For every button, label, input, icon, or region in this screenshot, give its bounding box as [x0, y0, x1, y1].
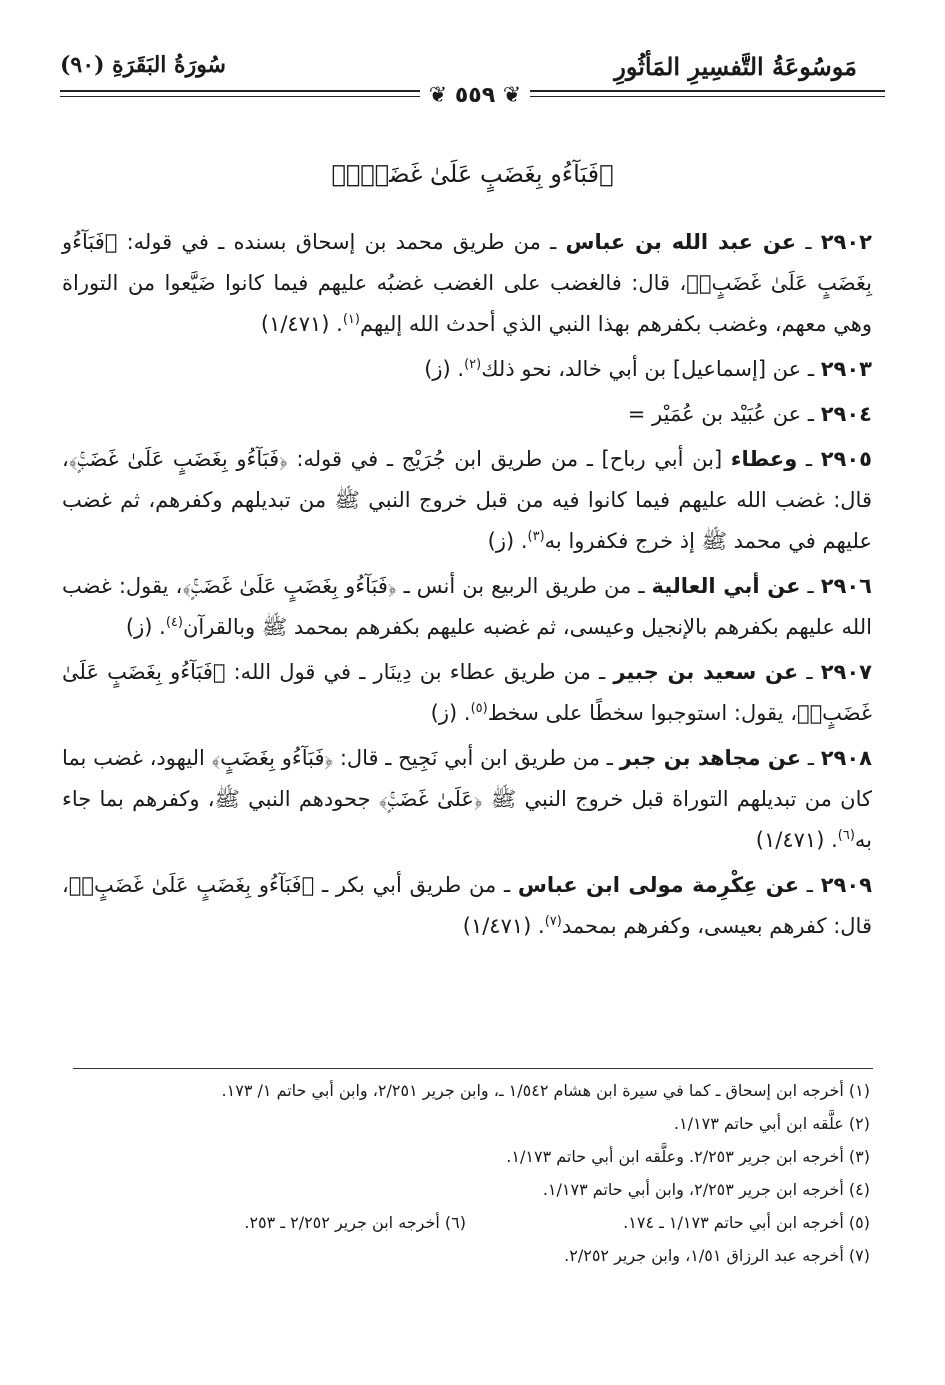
- narrator: وعطاء: [730, 447, 798, 471]
- footnote-ref[interactable]: (٥): [470, 701, 488, 716]
- narration-number: ٢٩٠٢: [820, 230, 872, 254]
- narration-ref: . (١/٤٧١): [260, 312, 343, 336]
- narration-entry: [62, 394, 872, 435]
- ornament-right-icon: ❦: [428, 83, 455, 108]
- narrator: عن أبي العالية: [651, 574, 801, 598]
- narration-ref: . (ز): [430, 701, 471, 725]
- narration-text: ـ من طريق أبي بكر ـ ﴿فَبَآءُو بِغَضَبٍ عَلَىٰ غَضَبٍۚ﴾، قال: كفرهم بعيسى، وكفرهم بمحمد: [62, 873, 872, 938]
- page-number: [420, 83, 530, 108]
- ornament-left-icon: ❦: [495, 83, 522, 108]
- surah-label: سُورَةُ البَقَرَةِ (٩٠): [60, 52, 226, 78]
- book-title: مَوسُوعَةُ التَّفسِيرِ المَأثُورِ: [614, 52, 857, 81]
- narration-ref: . (ز): [125, 615, 166, 639]
- footnote: (٥) أخرجه ابن أبي حاتم ١/١٧٣ ـ ١٧٤.: [623, 1213, 870, 1232]
- footnote: (٤) أخرجه ابن جرير ٢/٢٥٣، وابن أبي حاتم ١/١٧٣.: [542, 1180, 870, 1199]
- narrator: عن سعيد بن جبير: [613, 660, 799, 684]
- narration-entry: ٢٩٠٨ ـ عن مجاهد بن جبر ـ من طريق ابن أبي نَجِيح ـ قال: ﴿فَبَآءُو بِغَضَبٍ﴾ اليهود، غضب بما كان من تبديلهم التوراة قبل خروج النبي ﷺ ﴿عَلَىٰ غَضَبٍۚ﴾ جحودهم النبي ﷺ، وكفرهم بما جاء به$^{(٦)}$. (١/٤٧١): [62, 746, 872, 852]
- narration-ref: . (ز): [487, 529, 528, 553]
- page-number-value: ٥٥٩: [454, 83, 496, 108]
- footnote-ref[interactable]: (٧): [544, 914, 562, 929]
- footnote-ref[interactable]: (٤): [165, 615, 183, 630]
- narration-number: ٢٩٠٤: [820, 402, 872, 426]
- narration-text: ـ من طريق الربيع بن أنس ـ ﴿فَبَآءُو بِغَضَبٍ عَلَىٰ غَضَبٍۚ﴾، يقول: غضب الله عليهم بكفرهم بالإنجيل وعيسى، ثم غضبه عليهم بكفرهم بمحمد ﷺ وبالقرآن: [62, 574, 872, 639]
- footnote-ref[interactable]: (٢): [464, 357, 482, 372]
- narration-number: ٢٩٠٧: [820, 660, 872, 684]
- footnote-ref[interactable]: (٣): [527, 529, 545, 544]
- narration-entry: ٢٩٠٥ ـ وعطاء [بن أبي رباح] ـ من طريق ابن جُرَيْج ـ في قوله: ﴿فَبَآءُو بِغَضَبٍ عَلَىٰ غَضَبٍۚ﴾، قال: غضب الله عليهم فيما كانوا فيه من قبل خروج النبي ﷺ من تبديلهم وكفرهم، ثم غضب عليهم في محمد ﷺ إذ خرج فكفروا به$^{(٣)}$. (ز): [62, 447, 872, 553]
- section-title: ﴿فَبَآءُو بِغَضَبٍ عَلَىٰ غَضَبٍۚ﴾: [331, 160, 614, 188]
- footnote: (٧) أخرجه عبد الرزاق ١/٥١، وابن جرير ٢/٢٥٢.: [564, 1246, 870, 1265]
- narration-text: [بن أبي رباح] ـ من طريق ابن جُرَيْج ـ في قوله: ﴿فَبَآءُو بِغَضَبٍ عَلَىٰ غَضَبٍۚ﴾، قال: غضب الله عليهم فيما كانوا فيه من قبل خروج النبي ﷺ من تبديلهم وكفرهم، ثم غضب عليهم في محمد ﷺ إذ خرج فكفروا به: [62, 447, 872, 553]
- footnote: (٣) أخرجه ابن جرير ٢/٢٥٣. وعلَّقه ابن أبي حاتم ١/١٧٣.: [506, 1147, 870, 1166]
- narration-text: ـ من طريق عطاء بن دِينَار ـ في قول الله: ﴿فَبَآءُو بِغَضَبٍ عَلَىٰ غَضَبٍۚ﴾، يقول: استوجبوا سخطًا على سخط: [62, 660, 872, 725]
- narrator: عن مجاهد بن جبر: [619, 746, 802, 770]
- footnote-divider: [73, 1068, 873, 1069]
- narration-text: ـ عن عُبَيْد بن عُمَيْر =: [627, 402, 821, 426]
- narrator: عن عبد الله بن عباس: [565, 230, 797, 254]
- narration-text: ـ من طريق ابن أبي نَجِيح ـ قال: ﴿فَبَآءُو بِغَضَبٍ﴾ اليهود، غضب بما كان من تبديلهم التوراة قبل خروج النبي ﷺ ﴿عَلَىٰ غَضَبٍۚ﴾ جحودهم النبي ﷺ، وكفرهم بما جاء به: [62, 746, 872, 852]
- narration-entry: ٢٩٠٢ ـ عن عبد الله بن عباس ـ من طريق محمد بن إسحاق بسنده ـ في قوله: ﴿فَبَآءُو بِغَضَبٍ عَلَىٰ غَضَبٍۚ﴾، قال: فالغضب على الغضب غضبُه عليهم فيما كانوا ضَيَّعوا من التوراة وهي معهم، وغضب بكفرهم بهذا النبي الذي أحدث الله إليهم$^{(١)}$. (١/٤٧١): [62, 230, 872, 336]
- narration-number: ٢٩٠٥: [820, 447, 872, 471]
- narration-entry: ٢٩٠٧ ـ عن سعيد بن جبير ـ من طريق عطاء بن دِينَار ـ في قول الله: ﴿فَبَآءُو بِغَضَبٍ عَلَىٰ غَضَبٍۚ﴾، يقول: استوجبوا سخطًا على سخط$^{(٥)}$. (ز): [62, 660, 872, 725]
- narration-text: ـ من طريق محمد بن إسحاق بسنده ـ في قوله: ﴿فَبَآءُو بِغَضَبٍ عَلَىٰ غَضَبٍۚ﴾، قال: فالغضب على الغضب غضبُه عليهم فيما كانوا ضَيَّعوا من التوراة وهي معهم، وغضب بكفرهم بهذا النبي الذي أحدث الله إليهم: [62, 230, 872, 336]
- narrations: [62, 222, 872, 951]
- narration-number: ٢٩٠٣: [820, 357, 872, 381]
- narration-number: ٢٩٠٦: [820, 574, 872, 598]
- narration-number: ٢٩٠٨: [820, 746, 872, 770]
- footnote-ref[interactable]: (٦): [837, 828, 855, 843]
- narration-ref: . (ز): [424, 357, 465, 381]
- narration-entry: ٢٩٠٦ ـ عن أبي العالية ـ من طريق الربيع بن أنس ـ ﴿فَبَآءُو بِغَضَبٍ عَلَىٰ غَضَبٍۚ﴾، يقول: غضب الله عليهم بكفرهم بالإنجيل وعيسى، ثم غضبه عليهم بكفرهم بمحمد ﷺ وبالقرآن$^{(٤)}$. (ز): [62, 574, 872, 639]
- footnote: (٢) علَّقه ابن أبي حاتم ١/١٧٣.: [673, 1114, 870, 1133]
- narration-ref: . (١/٤٧١): [755, 828, 838, 852]
- footnote: (٦) أخرجه ابن جرير ٢/٢٥٢ ـ ٢٥٣.: [244, 1213, 466, 1232]
- narration-text: ـ عن [إسماعيل] بن أبي خالد، نحو ذلك: [481, 357, 821, 381]
- narrator: عن عِكْرِمة مولى ابن عباس: [517, 873, 800, 897]
- footnotes: [62, 1074, 870, 1272]
- footnote: (١) أخرجه ابن إسحاق ـ كما في سيرة ابن هشام ١/٥٤٢ ـ، وابن جرير ٢/٢٥١، وابن أبي حاتم ١/ ١٧٣.: [221, 1081, 870, 1100]
- footnote-row: [62, 1206, 870, 1239]
- narration-entry: [62, 349, 872, 390]
- narration-ref: . (١/٤٧١): [462, 914, 545, 938]
- footnote-ref[interactable]: (١): [342, 312, 360, 327]
- narration-number: ٢٩٠٩: [820, 873, 872, 897]
- narration-entry: ٢٩٠٩ ـ عن عِكْرِمة مولى ابن عباس ـ من طريق أبي بكر ـ ﴿فَبَآءُو بِغَضَبٍ عَلَىٰ غَضَبٍۚ﴾، قال: كفرهم بعيسى، وكفرهم بمحمد$^{(٧)}$. (١/٤٧١): [62, 873, 872, 938]
